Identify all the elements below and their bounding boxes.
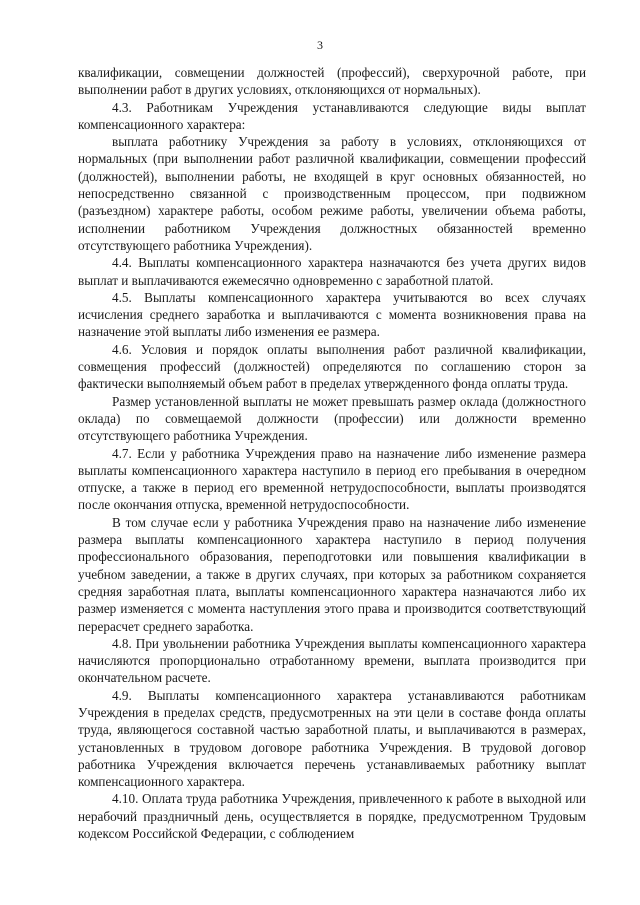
paragraph: 4.9. Выплаты компенсационного характера устанавливаются работникам Учреждения в пределах средств, предусмотренных на эти цели в составе фонда оплаты труда, являющегося составной частью заработной платы, и выплачиваются в размерах, установленных в трудовом договоре работника Учреждения. В трудовой договор работника Учреждения включается перечень устанавливаемых работнику выплат компенсационного характера.	[78, 687, 586, 790]
paragraph: 4.5. Выплаты компенсационного характера учитываются во всех случаях исчисления среднего заработка и выплачиваются с момента возникновения права на назначение этой выплаты либо изменения ее размера.	[78, 289, 586, 340]
paragraph: 4.4. Выплаты компенсационного характера назначаются без учета других видов выплат и выплачиваются ежемесячно одновременно с заработной платой.	[78, 255, 586, 288]
paragraph: 4.7. Если у работника Учреждения право на назначение либо изменение размера выплаты компенсационного характера наступило в период его пребывания в очередном отпуске, а также в период его временной нетрудоспособности, выплаты производятся после окончания отпуска, временной нетрудоспособности.	[78, 445, 586, 513]
paragraph: Размер установленной выплаты не может превышать размер оклада (должностного оклада) по совмещаемой должности (профессии) или должности временно отсутствующего работника Учреждения.	[78, 393, 586, 444]
paragraph: 4.3. Работникам Учреждения устанавливаются следующие виды выплат компенсационного характера:	[78, 99, 586, 132]
paragraph: В том случае если у работника Учреждения право на назначение либо изменение размера выплаты компенсационного характера наступило в период получения профессионального образования, переподготовки или повышения квалификации в учебном заведении, а также в других случаях, при которых за работником сохраняется средняя заработная плата, выплаты компенсационного характера назначаются либо их размер изменяется с момента наступления этого права и производится соответствующий перерасчет среднего заработка.	[78, 514, 586, 634]
paragraph: квалификации, совмещении должностей (профессий), сверхурочной работе, при выполнении работ в других условиях, отклоняющихся от нормальных).	[78, 65, 586, 98]
paragraph: 4.6. Условия и порядок оплаты выполнения работ различной квалификации, совмещения профессий (должностей) определяются по соглашению сторон за фактически выполняемый объем работ в пределах утвержденного фонда оплаты труда.	[78, 341, 586, 392]
document-body	[78, 64, 586, 842]
page-number: 3	[317, 38, 323, 52]
paragraph: 4.10. Оплата труда работника Учреждения, привлеченного к работе в выходной или нерабочий праздничный день, осуществляется в порядке, предусмотренном Трудовым кодексом Российской Федерации, с соблюдением	[78, 791, 586, 842]
paragraph: 4.8. При увольнении работника Учреждения выплаты компенсационного характера начисляются пропорционально отработанному времени, выплата производится при окончательном расчете.	[78, 635, 586, 686]
paragraph: выплата работнику Учреждения за работу в условиях, отклоняющихся от нормальных (при выполнении работ различной квалификации, совмещении профессий (должностей), выполнении работы, не входящей в круг основных обязанностей, но непосредственно связанной с производственным процессом, при подвижном (разъездном) характере работы, особом режиме работы, увеличении объема работы, исполнении работником Учреждения должностных обязанностей временно отсутствующего работника Учреждения).	[78, 134, 586, 253]
